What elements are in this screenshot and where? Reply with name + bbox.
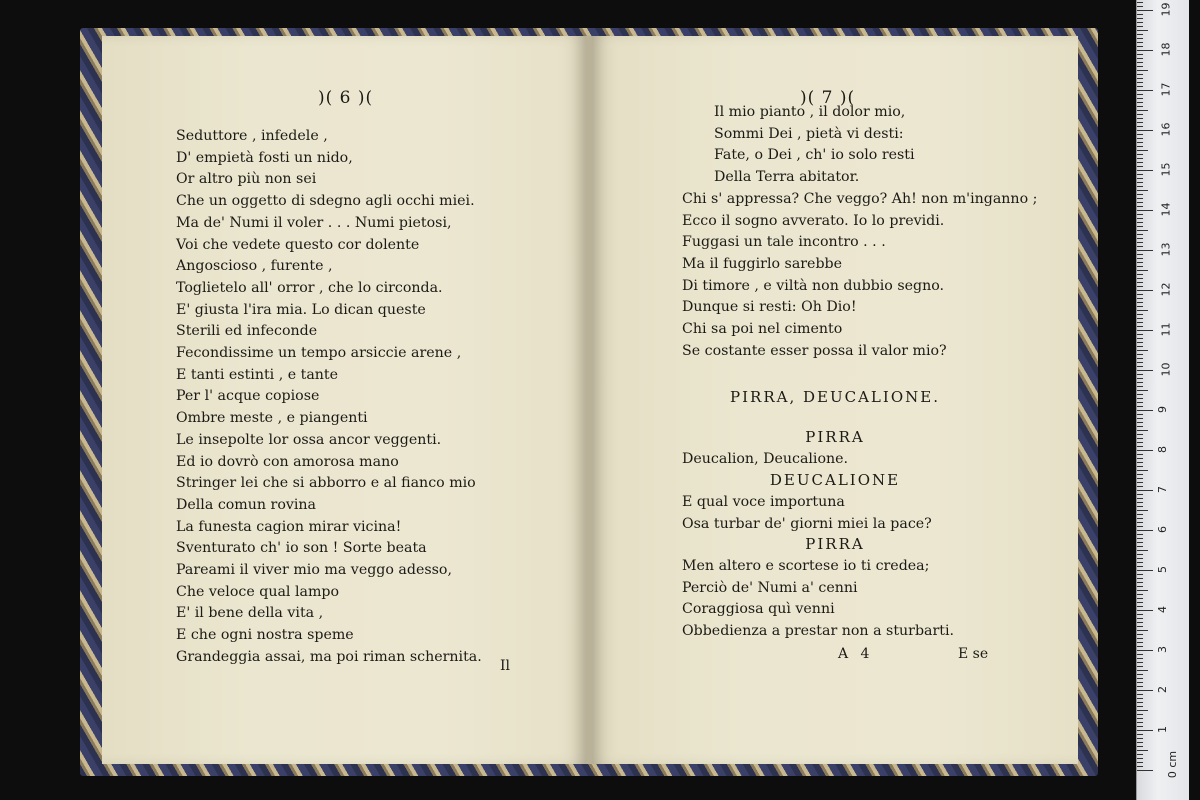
ruler-tick bbox=[1137, 34, 1143, 35]
verse-line: Fuggasi un tale incontro . . . bbox=[682, 234, 886, 251]
ruler-tick bbox=[1137, 26, 1143, 27]
verse-line: Per l' acque copiose bbox=[176, 388, 320, 405]
ruler-tick bbox=[1137, 554, 1143, 555]
ruler-tick bbox=[1137, 234, 1143, 235]
verse-line: E' il bene della vita , bbox=[176, 605, 324, 622]
ruler-tick bbox=[1137, 770, 1153, 771]
ruler-tick bbox=[1137, 310, 1148, 311]
ruler-tick bbox=[1137, 390, 1148, 391]
ruler-tick bbox=[1137, 526, 1143, 527]
ruler-tick bbox=[1137, 658, 1143, 659]
right-page bbox=[592, 36, 1078, 764]
ruler-tick bbox=[1137, 90, 1153, 91]
ruler-tick bbox=[1137, 54, 1143, 55]
ruler-tick bbox=[1137, 70, 1148, 71]
verse-line: Il mio pianto , il dolor mio, bbox=[714, 104, 906, 120]
ruler-tick bbox=[1137, 558, 1143, 559]
ruler-tick bbox=[1137, 542, 1143, 543]
ruler-tick bbox=[1137, 678, 1143, 679]
ruler-tick bbox=[1137, 226, 1143, 227]
ruler-tick bbox=[1137, 418, 1143, 419]
ruler-tick bbox=[1137, 114, 1143, 115]
ruler-tick bbox=[1137, 106, 1143, 107]
verse-lines bbox=[682, 556, 954, 643]
ruler-tick bbox=[1137, 642, 1143, 643]
ruler-tick bbox=[1137, 402, 1143, 403]
ruler-tick bbox=[1137, 598, 1143, 599]
ruler-tick bbox=[1137, 378, 1143, 379]
ruler-tick bbox=[1137, 570, 1153, 571]
ruler-tick bbox=[1137, 626, 1143, 627]
ruler-tick bbox=[1137, 566, 1143, 567]
verse-line: Obbedienza a prestar non a sturbarti. bbox=[682, 623, 955, 640]
verse-line: D' empietà fosti un nido, bbox=[176, 149, 353, 166]
ruler-label: 6 bbox=[1156, 526, 1169, 533]
ruler-tick bbox=[1137, 246, 1143, 247]
signature-mark: A 4 bbox=[838, 646, 874, 662]
speaker-label: PIRRA bbox=[805, 535, 865, 553]
ruler-tick bbox=[1137, 274, 1143, 275]
verse-line: Chi s' appressa? Che veggo? Ah! non m'inganno ; bbox=[682, 190, 1038, 207]
ruler-tick bbox=[1137, 342, 1143, 343]
ruler-tick bbox=[1137, 190, 1148, 191]
verse-line: Perciò de' Numi a' cenni bbox=[682, 579, 858, 596]
verse-line: E' giusta l'ira mia. Lo dican queste bbox=[176, 301, 426, 318]
ruler-tick bbox=[1137, 350, 1148, 351]
catchword: E se bbox=[958, 646, 989, 662]
verse-line: Coraggiosa quì venni bbox=[682, 601, 835, 618]
ruler-tick bbox=[1137, 698, 1143, 699]
ruler-tick bbox=[1137, 334, 1143, 335]
ruler-tick bbox=[1137, 222, 1143, 223]
scene-heading: PIRRA, DEUCALIONE. bbox=[730, 388, 940, 406]
ruler-tick bbox=[1137, 686, 1143, 687]
ruler-tick bbox=[1137, 286, 1143, 287]
ruler-tick bbox=[1137, 398, 1143, 399]
verse-line: Sterili ed infeconde bbox=[176, 323, 318, 340]
ruler-tick bbox=[1137, 454, 1143, 455]
ruler-tick bbox=[1137, 94, 1143, 95]
verse-line: Men altero e scortese io ti credea; bbox=[682, 558, 930, 574]
ruler-tick bbox=[1137, 670, 1148, 671]
verse-line: Chi sa poi nel cimento bbox=[682, 321, 843, 338]
ruler-tick bbox=[1137, 478, 1143, 479]
ruler-tick bbox=[1137, 630, 1148, 631]
ruler-label: 3 bbox=[1156, 646, 1169, 653]
ruler-tick bbox=[1137, 178, 1143, 179]
ruler-tick bbox=[1137, 282, 1143, 283]
ruler-tick bbox=[1137, 154, 1143, 155]
verse-line: Dunque si resti: Oh Dio! bbox=[682, 299, 857, 316]
verse-line: Stringer lei che si abborro e al fianco mio bbox=[176, 475, 476, 492]
ruler-tick bbox=[1137, 370, 1153, 371]
verse-line: E qual voce importuna bbox=[682, 494, 845, 510]
ruler-tick bbox=[1137, 290, 1153, 291]
verse-line: Sventurato ch' io son ! Sorte beata bbox=[176, 540, 427, 557]
ruler-tick bbox=[1137, 714, 1143, 715]
ruler-tick bbox=[1137, 530, 1153, 531]
verse-line: Ed io dovrò con amorosa mano bbox=[176, 453, 399, 470]
ruler-tick bbox=[1137, 74, 1143, 75]
ruler-tick bbox=[1137, 742, 1143, 743]
ruler-tick bbox=[1137, 138, 1143, 139]
ruler-tick bbox=[1137, 270, 1148, 271]
ruler-tick bbox=[1137, 522, 1143, 523]
ruler-tick bbox=[1137, 174, 1143, 175]
ruler-tick bbox=[1137, 278, 1143, 279]
ruler-tick bbox=[1137, 434, 1143, 435]
verse-line: La funesta cagion mirar vicina! bbox=[176, 518, 402, 535]
ruler-tick bbox=[1137, 430, 1148, 431]
verse-line: Di timore , e viltà non dubbio segno. bbox=[682, 277, 945, 294]
page-number: )( 7 )( bbox=[800, 88, 856, 108]
ruler-tick bbox=[1137, 262, 1143, 263]
ruler-tick bbox=[1137, 634, 1143, 635]
ruler-label: 7 bbox=[1156, 486, 1169, 493]
verse-line: Grandeggia assai, ma poi riman schernita. bbox=[176, 648, 482, 665]
verse-line: Della comun rovina bbox=[176, 496, 317, 513]
ruler-tick bbox=[1137, 146, 1143, 147]
ruler-tick bbox=[1137, 306, 1143, 307]
ruler-tick bbox=[1137, 98, 1143, 99]
ruler-tick bbox=[1137, 182, 1143, 183]
ruler-tick bbox=[1137, 614, 1143, 615]
ruler-tick bbox=[1137, 538, 1143, 539]
ruler-tick bbox=[1137, 254, 1143, 255]
verse-lines bbox=[682, 492, 932, 535]
ruler-tick bbox=[1137, 394, 1143, 395]
ruler-tick bbox=[1137, 66, 1143, 67]
ruler-tick bbox=[1137, 666, 1143, 667]
ruler-tick bbox=[1137, 58, 1143, 59]
verse-line: Le insepolte lor ossa ancor veggenti. bbox=[176, 431, 442, 448]
ruler-tick bbox=[1137, 330, 1153, 331]
ruler-tick bbox=[1137, 166, 1143, 167]
verse-line: Se costante esser possa il valor mio? bbox=[682, 342, 947, 359]
ruler-tick bbox=[1137, 762, 1143, 763]
ruler-tick bbox=[1137, 746, 1143, 747]
ruler-tick bbox=[1137, 238, 1143, 239]
ruler-label: 9 bbox=[1156, 406, 1169, 413]
ruler-tick bbox=[1137, 118, 1143, 119]
verse-line: Che veloce qual lampo bbox=[176, 583, 340, 600]
ruler-label: 11 bbox=[1159, 322, 1173, 337]
ruler-tick bbox=[1137, 586, 1143, 587]
book-spread bbox=[80, 28, 1098, 776]
ruler-tick bbox=[1137, 650, 1153, 651]
ruler-tick bbox=[1137, 750, 1148, 751]
speaker-label: PIRRA bbox=[805, 428, 865, 446]
ruler-tick bbox=[1137, 314, 1143, 315]
ruler-tick bbox=[1137, 702, 1143, 703]
verse-line: Della Terra abitator. bbox=[714, 169, 860, 186]
ruler-tick bbox=[1137, 202, 1143, 203]
ruler-label: 17 bbox=[1159, 82, 1173, 97]
ruler-tick bbox=[1137, 362, 1143, 363]
ruler-tick bbox=[1137, 738, 1143, 739]
ruler-label: 18 bbox=[1159, 42, 1173, 57]
verse-line: Fecondissime un tempo arsiccie arene , bbox=[176, 345, 462, 362]
verse-line: Seduttore , infedele , bbox=[176, 128, 328, 144]
ruler-tick bbox=[1137, 214, 1143, 215]
ruler-tick bbox=[1137, 406, 1143, 407]
left-page bbox=[102, 36, 586, 764]
ruler-tick bbox=[1137, 426, 1143, 427]
ruler-tick bbox=[1137, 358, 1143, 359]
verse-line: Che un oggetto di sdegno agli occhi miei. bbox=[176, 193, 475, 210]
ruler-tick bbox=[1137, 502, 1143, 503]
ruler-tick bbox=[1137, 734, 1143, 735]
ruler-tick bbox=[1137, 594, 1143, 595]
ruler-tick bbox=[1137, 30, 1148, 31]
ruler-tick bbox=[1137, 126, 1143, 127]
catchword: Il bbox=[500, 658, 511, 674]
ruler-tick bbox=[1137, 514, 1143, 515]
ruler-tick bbox=[1137, 706, 1143, 707]
ruler-tick bbox=[1137, 486, 1143, 487]
ruler-tick bbox=[1137, 422, 1143, 423]
ruler-tick bbox=[1137, 562, 1143, 563]
ruler-tick bbox=[1137, 318, 1143, 319]
ruler-tick bbox=[1137, 322, 1143, 323]
ruler-tick bbox=[1137, 210, 1153, 211]
verse-line: Ma de' Numi il voler . . . Numi pietosi, bbox=[176, 214, 452, 231]
ruler-tick bbox=[1137, 170, 1153, 171]
ruler-tick bbox=[1137, 510, 1148, 511]
ruler-tick bbox=[1137, 618, 1143, 619]
ruler-tick bbox=[1137, 62, 1143, 63]
ruler-label: 14 bbox=[1159, 202, 1173, 217]
ruler-tick bbox=[1137, 766, 1143, 767]
ruler-tick bbox=[1137, 602, 1143, 603]
verse-line: Osa turbar de' giorni miei la pace? bbox=[682, 515, 932, 532]
ruler-tick bbox=[1137, 482, 1143, 483]
ruler-tick bbox=[1137, 206, 1143, 207]
ruler-tick bbox=[1137, 710, 1148, 711]
ruler-tick bbox=[1137, 638, 1143, 639]
ruler-tick bbox=[1137, 338, 1143, 339]
ruler-tick bbox=[1137, 466, 1143, 467]
ruler-tick bbox=[1137, 590, 1148, 591]
ruler-label: 19 bbox=[1159, 2, 1173, 17]
ruler-tick bbox=[1137, 38, 1143, 39]
ruler-tick bbox=[1137, 470, 1148, 471]
verse-line: E tanti estinti , e tante bbox=[176, 366, 339, 383]
ruler-tick bbox=[1137, 46, 1143, 47]
ruler-tick bbox=[1137, 10, 1153, 11]
ruler-tick bbox=[1137, 186, 1143, 187]
ruler-tick bbox=[1137, 194, 1143, 195]
ruler-tick bbox=[1137, 550, 1148, 551]
ruler-tick bbox=[1137, 546, 1143, 547]
ruler-tick bbox=[1137, 346, 1143, 347]
ruler-tick bbox=[1137, 294, 1143, 295]
ruler-tick bbox=[1137, 506, 1143, 507]
ruler-tick bbox=[1137, 354, 1143, 355]
ruler-tick bbox=[1137, 718, 1143, 719]
ruler-tick bbox=[1137, 382, 1143, 383]
ruler-tick bbox=[1137, 162, 1143, 163]
verse-line: Deucalion, Deucalione. bbox=[682, 451, 849, 467]
verse-line: Ma il fuggirlo sarebbe bbox=[682, 255, 843, 272]
ruler-tick bbox=[1137, 574, 1143, 575]
ruler-tick bbox=[1137, 726, 1143, 727]
ruler-tick bbox=[1137, 438, 1143, 439]
ruler-tick bbox=[1137, 646, 1143, 647]
ruler-tick bbox=[1137, 150, 1148, 151]
ruler-tick bbox=[1137, 462, 1143, 463]
ruler-tick bbox=[1137, 258, 1143, 259]
ruler-tick bbox=[1137, 50, 1153, 51]
ruler-label: 5 bbox=[1156, 566, 1169, 573]
verse-line: Sommi Dei , pietà vi desti: bbox=[714, 125, 904, 142]
ruler-tick bbox=[1137, 6, 1143, 7]
ruler-tick bbox=[1137, 82, 1143, 83]
ruler-tick bbox=[1137, 374, 1143, 375]
ruler-tick bbox=[1137, 450, 1153, 451]
verse-lines bbox=[682, 449, 848, 471]
ruler-tick bbox=[1137, 22, 1143, 23]
verse-line: Pareami il viver mio ma veggo adesso, bbox=[176, 562, 452, 579]
ruler-tick bbox=[1137, 494, 1143, 495]
ruler-tick bbox=[1137, 18, 1143, 19]
ruler-label: 13 bbox=[1159, 242, 1173, 257]
ruler-tick bbox=[1137, 442, 1143, 443]
verse-lines bbox=[176, 126, 482, 669]
verse-line: Voi che vedete questo cor dolente bbox=[176, 236, 420, 253]
ruler-label: 10 bbox=[1159, 362, 1173, 377]
ruler-tick bbox=[1137, 218, 1143, 219]
ruler-label: 8 bbox=[1156, 446, 1169, 453]
ruler-label: 12 bbox=[1159, 282, 1173, 297]
verse-line: Ombre meste , e piangenti bbox=[176, 410, 368, 427]
ruler-tick bbox=[1137, 102, 1143, 103]
ruler-tick bbox=[1137, 654, 1143, 655]
ruler-tick bbox=[1137, 674, 1143, 675]
ruler-label: 16 bbox=[1159, 122, 1173, 137]
ruler-tick bbox=[1137, 690, 1153, 691]
ruler-label: 2 bbox=[1156, 686, 1169, 693]
ruler-tick bbox=[1137, 14, 1143, 15]
ruler-tick bbox=[1137, 754, 1143, 755]
ruler-tick bbox=[1137, 662, 1143, 663]
verse-line: Angosciosо , furente , bbox=[176, 258, 333, 275]
ruler-tick bbox=[1137, 326, 1143, 327]
ruler-tick bbox=[1137, 730, 1153, 731]
measuring-ruler bbox=[1136, 0, 1189, 800]
ruler-tick bbox=[1137, 142, 1143, 143]
ruler-tick bbox=[1137, 622, 1143, 623]
ruler-tick bbox=[1137, 242, 1143, 243]
verse-line: Or altro più non sei bbox=[176, 171, 317, 188]
ruler-tick bbox=[1137, 302, 1143, 303]
ruler-tick bbox=[1137, 610, 1153, 611]
ruler-tick bbox=[1137, 198, 1143, 199]
ruler-tick bbox=[1137, 386, 1143, 387]
ruler-tick bbox=[1137, 2, 1143, 3]
ruler-tick bbox=[1137, 410, 1153, 411]
ruler-tick bbox=[1137, 230, 1148, 231]
ruler-tick bbox=[1137, 86, 1143, 87]
ruler-tick bbox=[1137, 78, 1143, 79]
ruler-tick bbox=[1137, 490, 1153, 491]
ruler-tick bbox=[1137, 414, 1143, 415]
ruler-tick bbox=[1137, 582, 1143, 583]
ruler-tick bbox=[1137, 758, 1143, 759]
ruler-tick bbox=[1137, 694, 1143, 695]
ruler-tick bbox=[1137, 518, 1143, 519]
verse-line: Ecco il sogno avverato. Io lo previdi. bbox=[682, 212, 945, 229]
ruler-tick bbox=[1137, 134, 1143, 135]
verse-line: E che ogni nostra speme bbox=[176, 627, 354, 644]
ruler-tick bbox=[1137, 298, 1143, 299]
ruler-tick bbox=[1137, 458, 1143, 459]
ruler-tick bbox=[1137, 578, 1143, 579]
verse-line: Toglietelo all' orror , che lo circonda. bbox=[176, 279, 443, 296]
ruler-label: 1 bbox=[1156, 726, 1169, 733]
ruler-tick bbox=[1137, 110, 1148, 111]
ruler-tick bbox=[1137, 122, 1143, 123]
ruler-tick bbox=[1137, 446, 1143, 447]
ruler-tick bbox=[1137, 130, 1153, 131]
ruler-tick bbox=[1137, 266, 1143, 267]
verse-lines bbox=[682, 102, 1037, 362]
ruler-tick bbox=[1137, 250, 1153, 251]
ruler-unit-label: 0 cm bbox=[1166, 750, 1180, 779]
ruler-tick bbox=[1137, 682, 1143, 683]
ruler-tick bbox=[1137, 474, 1143, 475]
ruler-tick bbox=[1137, 366, 1143, 367]
ruler-tick bbox=[1137, 42, 1143, 43]
verse-line: Fate, o Dei , ch' io solo resti bbox=[714, 147, 915, 164]
ruler-tick bbox=[1137, 158, 1143, 159]
ruler-label: 15 bbox=[1159, 162, 1173, 177]
ruler-tick bbox=[1137, 498, 1143, 499]
ruler-tick bbox=[1137, 722, 1143, 723]
ruler-tick bbox=[1137, 534, 1143, 535]
ruler-label: 4 bbox=[1156, 606, 1169, 613]
page-number: )( 6 )( bbox=[318, 88, 374, 108]
speaker-label: DEUCALIONE bbox=[769, 471, 901, 489]
ruler-tick bbox=[1137, 606, 1143, 607]
